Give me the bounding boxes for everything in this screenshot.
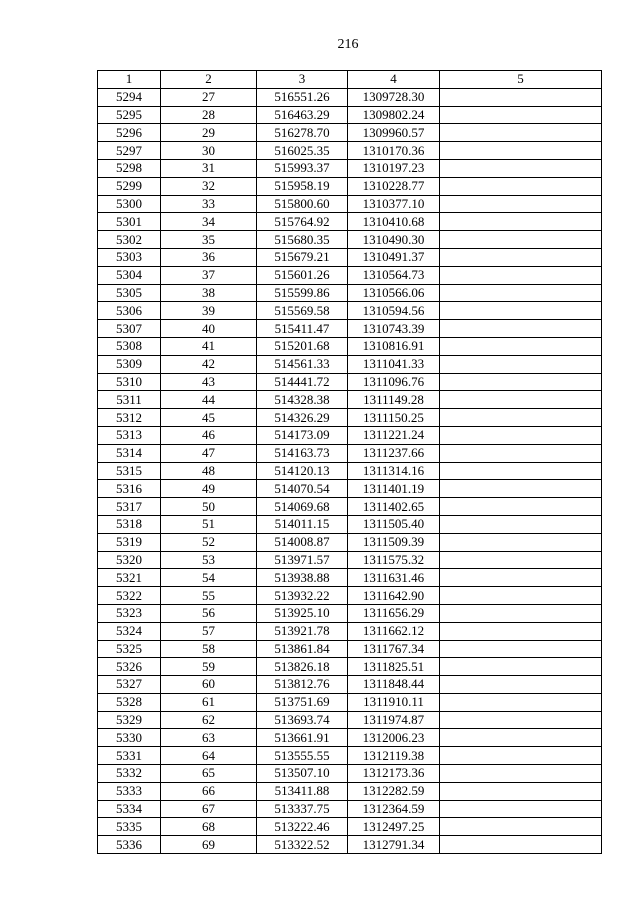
table-row (98, 551, 602, 569)
table-row (98, 800, 602, 818)
sequence-cell: 58 (161, 640, 257, 658)
coordinate-y-cell: 1310564.73 (348, 266, 440, 284)
table-body (98, 88, 602, 853)
sequence-cell: 64 (161, 747, 257, 765)
point-number-cell: 5320 (98, 551, 161, 569)
coordinate-x-cell: 513222.46 (257, 818, 348, 836)
column-header-5: 5 (440, 71, 602, 89)
coordinate-y-cell: 1311662.12 (348, 622, 440, 640)
table-row (98, 729, 602, 747)
table-row (98, 604, 602, 622)
table-row (98, 569, 602, 587)
sequence-cell: 43 (161, 373, 257, 391)
table-row (98, 640, 602, 658)
coordinate-x-cell: 516025.35 (257, 142, 348, 160)
coordinate-y-cell: 1311910.11 (348, 693, 440, 711)
table-row (98, 515, 602, 533)
coordinate-x-cell: 513921.78 (257, 622, 348, 640)
point-number-cell: 5336 (98, 836, 161, 854)
table-row (98, 462, 602, 480)
notes-cell (440, 587, 602, 605)
notes-cell (440, 818, 602, 836)
coordinate-y-cell: 1311509.39 (348, 533, 440, 551)
table-row (98, 693, 602, 711)
coordinate-y-cell: 1311767.34 (348, 640, 440, 658)
notes-cell (440, 373, 602, 391)
sequence-cell: 49 (161, 480, 257, 498)
coordinate-y-cell: 1310490.30 (348, 231, 440, 249)
point-number-cell: 5324 (98, 622, 161, 640)
point-number-cell: 5308 (98, 337, 161, 355)
coordinate-x-cell: 513861.84 (257, 640, 348, 658)
sequence-cell: 51 (161, 515, 257, 533)
sequence-cell: 50 (161, 498, 257, 516)
coordinate-x-cell: 515800.60 (257, 195, 348, 213)
coordinate-x-cell: 513826.18 (257, 658, 348, 676)
notes-cell (440, 533, 602, 551)
coordinate-y-cell: 1310743.39 (348, 320, 440, 338)
coordinate-x-cell: 514441.72 (257, 373, 348, 391)
table-row (98, 836, 602, 854)
column-header-4: 4 (348, 71, 440, 89)
point-number-cell: 5315 (98, 462, 161, 480)
point-number-cell: 5304 (98, 266, 161, 284)
notes-cell (440, 266, 602, 284)
coordinate-y-cell: 1312364.59 (348, 800, 440, 818)
sequence-cell: 31 (161, 159, 257, 177)
notes-cell (440, 800, 602, 818)
notes-cell (440, 515, 602, 533)
sequence-cell: 40 (161, 320, 257, 338)
point-number-cell: 5301 (98, 213, 161, 231)
sequence-cell: 60 (161, 676, 257, 694)
table-row (98, 177, 602, 195)
table-row (98, 231, 602, 249)
table-row (98, 391, 602, 409)
table-row (98, 498, 602, 516)
notes-cell (440, 88, 602, 106)
table-row (98, 302, 602, 320)
point-number-cell: 5313 (98, 426, 161, 444)
coordinate-x-cell: 513812.76 (257, 676, 348, 694)
notes-cell (440, 782, 602, 800)
point-number-cell: 5323 (98, 604, 161, 622)
coordinate-x-cell: 515958.19 (257, 177, 348, 195)
notes-cell (440, 836, 602, 854)
coordinate-y-cell: 1311974.87 (348, 711, 440, 729)
coordinate-x-cell: 513411.88 (257, 782, 348, 800)
sequence-cell: 63 (161, 729, 257, 747)
point-number-cell: 5305 (98, 284, 161, 302)
coordinate-y-cell: 1311631.46 (348, 569, 440, 587)
coordinate-x-cell: 513661.91 (257, 729, 348, 747)
point-number-cell: 5306 (98, 302, 161, 320)
sequence-cell: 61 (161, 693, 257, 711)
coordinate-y-cell: 1311237.66 (348, 444, 440, 462)
notes-cell (440, 142, 602, 160)
notes-cell (440, 729, 602, 747)
sequence-cell: 33 (161, 195, 257, 213)
point-number-cell: 5307 (98, 320, 161, 338)
notes-cell (440, 604, 602, 622)
coordinate-x-cell: 514328.38 (257, 391, 348, 409)
coordinate-x-cell: 514163.73 (257, 444, 348, 462)
coordinate-y-cell: 1311402.65 (348, 498, 440, 516)
point-number-cell: 5310 (98, 373, 161, 391)
point-number-cell: 5309 (98, 355, 161, 373)
table-row (98, 622, 602, 640)
coordinate-y-cell: 1310170.36 (348, 142, 440, 160)
notes-cell (440, 159, 602, 177)
table-header-row (98, 71, 602, 89)
coordinate-y-cell: 1310566.06 (348, 284, 440, 302)
point-number-cell: 5316 (98, 480, 161, 498)
sequence-cell: 45 (161, 409, 257, 427)
coordinate-y-cell: 1309728.30 (348, 88, 440, 106)
coordinate-y-cell: 1311848.44 (348, 676, 440, 694)
point-number-cell: 5322 (98, 587, 161, 605)
sequence-cell: 68 (161, 818, 257, 836)
coordinate-y-cell: 1312173.36 (348, 765, 440, 783)
table-row (98, 373, 602, 391)
sequence-cell: 34 (161, 213, 257, 231)
notes-cell (440, 462, 602, 480)
notes-cell (440, 355, 602, 373)
notes-cell (440, 676, 602, 694)
coordinate-x-cell: 514326.29 (257, 409, 348, 427)
coordinate-x-cell: 514070.54 (257, 480, 348, 498)
point-number-cell: 5298 (98, 159, 161, 177)
table-row (98, 266, 602, 284)
table-row (98, 533, 602, 551)
coordinate-y-cell: 1312006.23 (348, 729, 440, 747)
point-number-cell: 5302 (98, 231, 161, 249)
table-row (98, 658, 602, 676)
coordinate-y-cell: 1310228.77 (348, 177, 440, 195)
point-number-cell: 5319 (98, 533, 161, 551)
table-row (98, 355, 602, 373)
table-row (98, 480, 602, 498)
sequence-cell: 62 (161, 711, 257, 729)
table-row (98, 747, 602, 765)
coordinate-y-cell: 1311575.32 (348, 551, 440, 569)
point-number-cell: 5312 (98, 409, 161, 427)
sequence-cell: 69 (161, 836, 257, 854)
notes-cell (440, 747, 602, 765)
table-row (98, 159, 602, 177)
point-number-cell: 5333 (98, 782, 161, 800)
notes-cell (440, 320, 602, 338)
table-row (98, 818, 602, 836)
coordinate-x-cell: 516463.29 (257, 106, 348, 124)
sequence-cell: 44 (161, 391, 257, 409)
coordinate-y-cell: 1310491.37 (348, 248, 440, 266)
notes-cell (440, 195, 602, 213)
sequence-cell: 30 (161, 142, 257, 160)
coordinate-x-cell: 515201.68 (257, 337, 348, 355)
sequence-cell: 36 (161, 248, 257, 266)
coordinate-y-cell: 1309960.57 (348, 124, 440, 142)
point-number-cell: 5318 (98, 515, 161, 533)
sequence-cell: 39 (161, 302, 257, 320)
point-number-cell: 5331 (98, 747, 161, 765)
sequence-cell: 27 (161, 88, 257, 106)
coordinate-y-cell: 1311150.25 (348, 409, 440, 427)
coordinate-x-cell: 513751.69 (257, 693, 348, 711)
notes-cell (440, 409, 602, 427)
point-number-cell: 5326 (98, 658, 161, 676)
sequence-cell: 54 (161, 569, 257, 587)
sequence-cell: 53 (161, 551, 257, 569)
sequence-cell: 66 (161, 782, 257, 800)
coordinate-x-cell: 515679.21 (257, 248, 348, 266)
point-number-cell: 5328 (98, 693, 161, 711)
notes-cell (440, 693, 602, 711)
table-row (98, 409, 602, 427)
coordinate-x-cell: 513507.10 (257, 765, 348, 783)
column-header-2: 2 (161, 71, 257, 89)
coordinate-x-cell: 515411.47 (257, 320, 348, 338)
table-row (98, 765, 602, 783)
point-number-cell: 5314 (98, 444, 161, 462)
table-row (98, 337, 602, 355)
coordinates-table (97, 70, 602, 854)
table-row (98, 284, 602, 302)
coordinate-y-cell: 1311314.16 (348, 462, 440, 480)
notes-cell (440, 551, 602, 569)
sequence-cell: 65 (161, 765, 257, 783)
point-number-cell: 5334 (98, 800, 161, 818)
coordinate-y-cell: 1310197.23 (348, 159, 440, 177)
notes-cell (440, 124, 602, 142)
coordinate-x-cell: 515569.58 (257, 302, 348, 320)
point-number-cell: 5296 (98, 124, 161, 142)
coordinate-y-cell: 1311505.40 (348, 515, 440, 533)
coordinate-x-cell: 515993.37 (257, 159, 348, 177)
coordinate-y-cell: 1311656.29 (348, 604, 440, 622)
point-number-cell: 5327 (98, 676, 161, 694)
point-number-cell: 5321 (98, 569, 161, 587)
coordinate-y-cell: 1310410.68 (348, 213, 440, 231)
coordinate-y-cell: 1310816.91 (348, 337, 440, 355)
point-number-cell: 5332 (98, 765, 161, 783)
coordinate-x-cell: 514008.87 (257, 533, 348, 551)
point-number-cell: 5330 (98, 729, 161, 747)
point-number-cell: 5299 (98, 177, 161, 195)
coordinate-x-cell: 515680.35 (257, 231, 348, 249)
table-row (98, 320, 602, 338)
sequence-cell: 57 (161, 622, 257, 640)
notes-cell (440, 213, 602, 231)
point-number-cell: 5311 (98, 391, 161, 409)
sequence-cell: 56 (161, 604, 257, 622)
table-row (98, 213, 602, 231)
sequence-cell: 37 (161, 266, 257, 284)
point-number-cell: 5317 (98, 498, 161, 516)
table-row (98, 676, 602, 694)
notes-cell (440, 569, 602, 587)
notes-cell (440, 640, 602, 658)
sequence-cell: 59 (161, 658, 257, 676)
table-row (98, 782, 602, 800)
sequence-cell: 52 (161, 533, 257, 551)
point-number-cell: 5325 (98, 640, 161, 658)
coordinate-x-cell: 515601.26 (257, 266, 348, 284)
notes-cell (440, 765, 602, 783)
coordinate-x-cell: 514173.09 (257, 426, 348, 444)
table-row (98, 444, 602, 462)
coordinate-y-cell: 1311149.28 (348, 391, 440, 409)
coordinate-x-cell: 514011.15 (257, 515, 348, 533)
notes-cell (440, 284, 602, 302)
column-header-3: 3 (257, 71, 348, 89)
table-row (98, 195, 602, 213)
notes-cell (440, 391, 602, 409)
sequence-cell: 38 (161, 284, 257, 302)
sequence-cell: 47 (161, 444, 257, 462)
table-row (98, 142, 602, 160)
notes-cell (440, 444, 602, 462)
coordinate-y-cell: 1310594.56 (348, 302, 440, 320)
point-number-cell: 5329 (98, 711, 161, 729)
coordinate-x-cell: 513925.10 (257, 604, 348, 622)
coordinate-y-cell: 1311642.90 (348, 587, 440, 605)
table-row (98, 124, 602, 142)
coordinate-y-cell: 1312119.38 (348, 747, 440, 765)
coordinate-x-cell: 514069.68 (257, 498, 348, 516)
column-header-1: 1 (98, 71, 161, 89)
point-number-cell: 5303 (98, 248, 161, 266)
table-row (98, 711, 602, 729)
coordinate-x-cell: 513555.55 (257, 747, 348, 765)
sequence-cell: 46 (161, 426, 257, 444)
notes-cell (440, 426, 602, 444)
coordinate-x-cell: 516551.26 (257, 88, 348, 106)
notes-cell (440, 480, 602, 498)
coordinate-y-cell: 1312282.59 (348, 782, 440, 800)
point-number-cell: 5294 (98, 88, 161, 106)
coordinate-y-cell: 1312791.34 (348, 836, 440, 854)
table-row (98, 88, 602, 106)
notes-cell (440, 302, 602, 320)
coordinate-x-cell: 513337.75 (257, 800, 348, 818)
coordinate-y-cell: 1310377.10 (348, 195, 440, 213)
notes-cell (440, 658, 602, 676)
coordinate-x-cell: 516278.70 (257, 124, 348, 142)
sequence-cell: 28 (161, 106, 257, 124)
coordinate-x-cell: 514561.33 (257, 355, 348, 373)
coordinate-y-cell: 1311401.19 (348, 480, 440, 498)
table-row (98, 106, 602, 124)
coordinate-y-cell: 1309802.24 (348, 106, 440, 124)
coordinate-x-cell: 513693.74 (257, 711, 348, 729)
point-number-cell: 5335 (98, 818, 161, 836)
notes-cell (440, 106, 602, 124)
point-number-cell: 5295 (98, 106, 161, 124)
sequence-cell: 42 (161, 355, 257, 373)
table-row (98, 426, 602, 444)
coordinate-y-cell: 1312497.25 (348, 818, 440, 836)
coordinate-x-cell: 514120.13 (257, 462, 348, 480)
coordinate-y-cell: 1311825.51 (348, 658, 440, 676)
coordinate-y-cell: 1311096.76 (348, 373, 440, 391)
coordinate-x-cell: 513971.57 (257, 551, 348, 569)
sequence-cell: 48 (161, 462, 257, 480)
sequence-cell: 35 (161, 231, 257, 249)
sequence-cell: 67 (161, 800, 257, 818)
coordinate-x-cell: 513938.88 (257, 569, 348, 587)
notes-cell (440, 248, 602, 266)
sequence-cell: 41 (161, 337, 257, 355)
coordinate-x-cell: 513932.22 (257, 587, 348, 605)
notes-cell (440, 711, 602, 729)
sequence-cell: 32 (161, 177, 257, 195)
notes-cell (440, 231, 602, 249)
coordinate-x-cell: 513322.52 (257, 836, 348, 854)
table-row (98, 248, 602, 266)
coordinate-y-cell: 1311041.33 (348, 355, 440, 373)
notes-cell (440, 622, 602, 640)
notes-cell (440, 177, 602, 195)
point-number-cell: 5297 (98, 142, 161, 160)
point-number-cell: 5300 (98, 195, 161, 213)
sequence-cell: 29 (161, 124, 257, 142)
page-number: 216 (337, 37, 359, 52)
coordinate-x-cell: 515599.86 (257, 284, 348, 302)
coordinate-x-cell: 515764.92 (257, 213, 348, 231)
notes-cell (440, 498, 602, 516)
table-row (98, 587, 602, 605)
notes-cell (440, 337, 602, 355)
coordinate-y-cell: 1311221.24 (348, 426, 440, 444)
sequence-cell: 55 (161, 587, 257, 605)
